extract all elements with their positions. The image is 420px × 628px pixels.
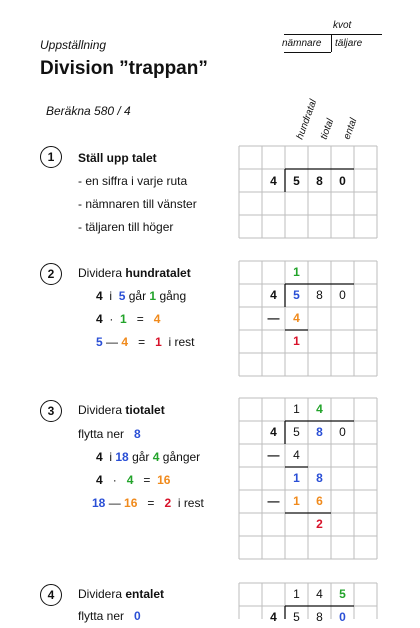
flytta-line: flytta ner 0 <box>78 609 141 623</box>
step-heading: Dividera entalet <box>78 587 165 601</box>
legend-kvot: kvot <box>333 20 352 31</box>
grid-cell: 4 <box>293 448 300 462</box>
step-number: 4 <box>40 584 62 606</box>
grid-cell-quotient: 4 <box>316 402 323 416</box>
column-header-hundratal: hundratal <box>294 98 320 141</box>
step-line: - täljaren till höger <box>78 220 174 234</box>
grid-cell: 0 <box>339 425 346 439</box>
step-heading: Ställ upp talet <box>78 151 157 165</box>
grid-cell: 8 <box>316 174 323 188</box>
grid-cell: 1 <box>293 494 300 508</box>
step-number: 1 <box>40 146 62 168</box>
grid-cell: 2 <box>316 517 323 531</box>
grid-cell: 5 <box>293 610 300 624</box>
grid-cell-quotient: 5 <box>339 587 346 601</box>
grid-cell: 5 <box>293 425 300 439</box>
grid-cell-quotient: 1 <box>293 587 300 601</box>
grid-cell: 4 <box>270 288 277 302</box>
step-heading: Dividera tiotalet <box>78 403 165 417</box>
grid-cell: 0 <box>339 610 346 624</box>
legend-taljare: täljare <box>335 38 363 49</box>
grid-cell: 4 <box>270 425 277 439</box>
equation-line: 5 — 4 = 1 i rest <box>96 335 195 349</box>
grid-cell-quotient: 4 <box>316 587 323 601</box>
minus-sign: — <box>267 311 280 325</box>
step-heading: Dividera hundratalet <box>78 266 191 280</box>
grid-cell: 0 <box>339 174 346 188</box>
minus-sign: — <box>267 494 280 508</box>
equation-line: 18 — 16 = 2 i rest <box>92 496 204 510</box>
step-line: - nämnaren till vänster <box>78 197 197 211</box>
grid-cell: 5 <box>293 288 300 302</box>
flytta-line: flytta ner 8 <box>78 427 141 441</box>
equation-line: 4 i 5 går 1 gång <box>96 289 187 303</box>
grid-cell: 1 <box>293 471 300 485</box>
grid-cell: 4 <box>270 174 277 188</box>
column-header-tiotal: tiotal <box>318 117 337 141</box>
grid-cell: 4 <box>293 311 300 325</box>
grid-cell-quotient: 1 <box>293 402 300 416</box>
legend-bottom-line <box>284 52 331 53</box>
grid-cell: 4 <box>270 610 277 624</box>
step-number: 2 <box>40 263 62 285</box>
legend-vertical-line <box>331 34 332 52</box>
subtitle: Uppställning <box>40 38 107 52</box>
equation-line: 4 · 4 = 16 <box>96 473 171 487</box>
equation-line: 4 · 1 = 4 <box>96 312 161 326</box>
grid-cell-quotient: 1 <box>293 265 300 279</box>
grid-cell: 8 <box>316 471 323 485</box>
task-text: Beräkna 580 / 4 <box>46 104 131 118</box>
minus-sign: — <box>267 448 280 462</box>
grid-cell: 8 <box>316 288 323 302</box>
legend-namnare: nämnare <box>282 38 322 49</box>
grid-cell: 1 <box>293 334 300 348</box>
grid-cell: 6 <box>316 494 323 508</box>
page-title: Division ”trappan” <box>40 58 208 79</box>
step-number: 3 <box>40 400 62 422</box>
column-header-ental: ental <box>341 116 360 141</box>
grid-cell: 8 <box>316 610 323 624</box>
grid-cell: 5 <box>293 174 300 188</box>
step-line: - en siffra i varje ruta <box>78 174 188 188</box>
grid-cell: 0 <box>339 288 346 302</box>
equation-line: 4 i 18 går 4 gånger <box>96 450 201 464</box>
legend-top-line <box>284 34 382 35</box>
grid-cell: 8 <box>316 425 323 439</box>
